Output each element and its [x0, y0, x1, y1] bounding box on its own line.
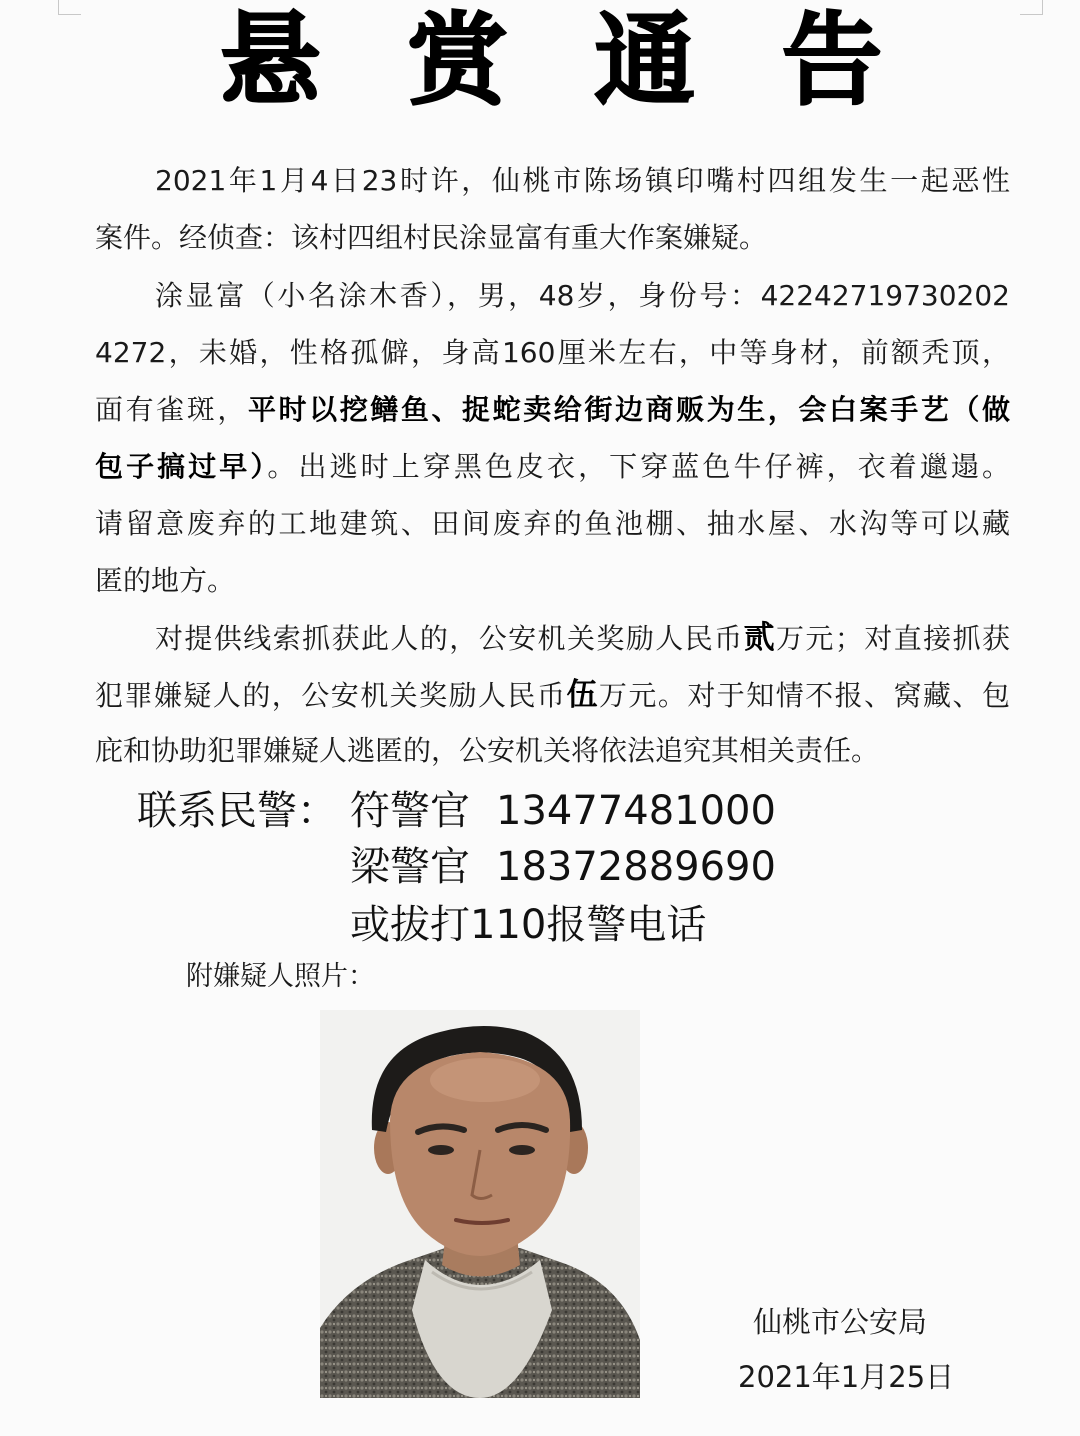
- notice-title: [0, 2, 1080, 119]
- reward-amount: 伍: [566, 677, 599, 713]
- title-char: 通: [594, 2, 695, 119]
- contact-alternative: 或拔打110报警电话: [350, 902, 707, 948]
- officer-phone[interactable]: 18372889690: [496, 844, 776, 890]
- paragraph-3-line-1: [155, 618, 1010, 658]
- paragraph-2-line-1: 涂显富（小名涂木香），男，48岁，身份号：42242719730202: [155, 279, 1010, 312]
- text-plain: 对提供线索抓获此人的，公安机关奖励人民币: [155, 622, 744, 655]
- paragraph-1-line-2: 案件。经侦查：该村四组村民涂显富有重大作案嫌疑。: [95, 221, 768, 254]
- text-plain: 万元；对直接抓获: [776, 622, 1010, 655]
- text-bold: 平时以挖鳝鱼、捉蛇卖给街边商贩为生，会白案手艺（做: [247, 393, 1010, 426]
- contact-label: 联系民警：: [137, 788, 337, 834]
- paragraph-1-line-1: 2021年1月4日23时许，仙桃市陈场镇印嘴村四组发生一起恶性: [155, 164, 1010, 197]
- text-bold: 包子搞过早）: [95, 450, 268, 483]
- photo-label: 附嫌疑人照片：: [186, 961, 375, 992]
- officer-name: 符警官: [350, 788, 470, 834]
- paragraph-2-line-3: [95, 390, 1010, 430]
- paragraph-3-line-3: 庇和协助犯罪嫌疑人逃匿的，公安机关将依法追究其相关责任。: [95, 734, 880, 767]
- text-plain: 面有雀斑，: [95, 393, 248, 426]
- paragraph-3-line-2: [95, 675, 1010, 715]
- issuing-authority: 仙桃市公安局: [753, 1305, 928, 1339]
- paragraph-2-line-4: [95, 447, 1010, 487]
- title-char: 赏: [407, 2, 508, 119]
- text-plain: 犯罪嫌疑人的，公安机关奖励人民币: [95, 679, 567, 712]
- suspect-photo: [320, 1010, 640, 1398]
- contact-officer-2: [350, 838, 776, 896]
- title-char: 告: [781, 2, 882, 119]
- suspect-portrait-icon: [320, 1010, 640, 1398]
- reward-amount: 贰: [743, 620, 776, 656]
- paragraph-2-line-5: 请留意废弃的工地建筑、田间废弃的鱼池棚、抽水屋、水沟等可以藏: [95, 507, 1010, 540]
- paragraph-2-line-2: 4272，未婚，性格孤僻，身高160厘米左右，中等身材，前额秃顶，: [95, 336, 1010, 369]
- text-plain: 万元。对于知情不报、窝藏、包: [598, 679, 1010, 712]
- paragraph-2-line-6: 匿的地方。: [95, 564, 236, 597]
- contact-officer-1: [350, 782, 776, 840]
- text-plain: 。出逃时上穿黑色皮衣，下穿蓝色牛仔裤，衣着邋遢。: [267, 450, 1010, 483]
- issue-date: 2021年1月25日: [738, 1360, 955, 1394]
- officer-phone[interactable]: 13477481000: [496, 788, 776, 834]
- officer-name: 梁警官: [350, 844, 470, 890]
- title-char: 悬: [220, 2, 320, 119]
